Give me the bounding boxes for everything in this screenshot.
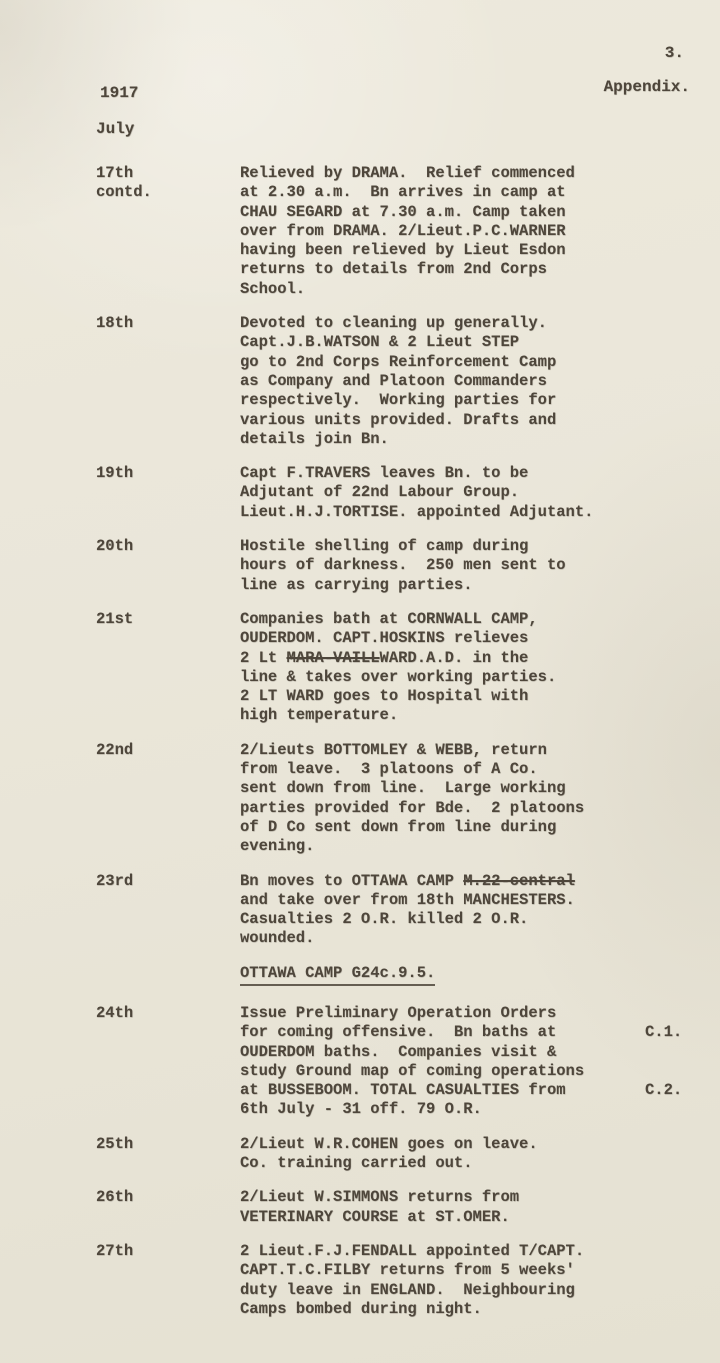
diary-entry bbox=[0, 537, 720, 595]
entry-text-line bbox=[240, 1100, 640, 1119]
margin-reference-note: C.2. bbox=[645, 1081, 683, 1100]
entry-text-line bbox=[240, 1062, 640, 1081]
entry-date bbox=[0, 1135, 240, 1174]
text-segment: Companies bath at CORNWALL CAMP, bbox=[240, 609, 538, 628]
entry-date-line: 19th bbox=[96, 464, 134, 483]
entry-text-line bbox=[240, 1004, 640, 1023]
entry-text-line bbox=[240, 1242, 640, 1261]
diary-entry bbox=[0, 1242, 720, 1319]
entry-date-line: 22nd bbox=[96, 740, 134, 759]
entry-body bbox=[240, 610, 640, 726]
entry-date bbox=[0, 610, 240, 726]
entry-date bbox=[0, 464, 240, 522]
text-segment: over from DRAMA. 2/Lieut.P.C.WARNER bbox=[240, 221, 566, 240]
section-heading bbox=[240, 964, 640, 986]
entry-date-line: 24th bbox=[96, 1003, 134, 1022]
entry-date bbox=[0, 314, 240, 449]
entry-date bbox=[0, 872, 240, 949]
diary-entry bbox=[0, 1004, 720, 1120]
text-segment: 2/Lieut W.SIMMONS returns from bbox=[240, 1188, 520, 1207]
entry-text-line bbox=[240, 1188, 640, 1207]
entry-text-line bbox=[240, 929, 640, 948]
entry-text-line bbox=[240, 1023, 640, 1042]
entry-text-line bbox=[240, 260, 640, 279]
entry-date bbox=[0, 537, 240, 595]
entry-text-line bbox=[240, 241, 640, 260]
text-segment: returns to details from 2nd Corps bbox=[240, 260, 547, 279]
text-segment: duty leave in ENGLAND. Neighbouring bbox=[240, 1280, 575, 1299]
text-segment: 2 Lt bbox=[240, 648, 287, 667]
entry-body bbox=[240, 1188, 640, 1227]
entry-text-line bbox=[240, 183, 640, 202]
entry-text-line bbox=[240, 430, 640, 449]
entry-date-line: 21st bbox=[96, 609, 134, 628]
entry-text-line bbox=[240, 668, 640, 687]
text-segment: Capt.J.B.WATSON & 2 Lieut STEP bbox=[240, 333, 520, 352]
entry-text-line bbox=[240, 280, 640, 299]
text-segment: Hostile shelling of camp during bbox=[240, 537, 529, 556]
text-segment: CAPT.T.C.FILBY returns from 5 weeks' bbox=[240, 1261, 575, 1280]
text-segment: high temperature. bbox=[240, 706, 399, 725]
text-segment: VETERINARY COURSE at ST.OMER. bbox=[240, 1207, 510, 1226]
text-segment: Camps bombed during night. bbox=[240, 1299, 482, 1318]
text-segment: hours of darkness. 250 men sent to bbox=[240, 556, 566, 575]
section-heading-row bbox=[0, 964, 720, 986]
entry-body bbox=[240, 1135, 640, 1174]
entry-text-line bbox=[240, 610, 640, 629]
entry-text-line bbox=[240, 464, 640, 483]
entry-body bbox=[240, 314, 640, 449]
month-label: July bbox=[96, 120, 135, 138]
text-segment: at 2.30 a.m. Bn arrives in camp at bbox=[240, 183, 566, 202]
entry-date-line: 20th bbox=[96, 537, 134, 556]
entry-text-line bbox=[240, 203, 640, 222]
diary-entry bbox=[0, 610, 720, 726]
page-number: 3. bbox=[664, 44, 684, 62]
entry-text-line bbox=[240, 818, 640, 837]
entry-text-line bbox=[240, 503, 640, 522]
text-segment: 2 Lieut.F.J.FENDALL appointed T/CAPT. bbox=[240, 1241, 585, 1260]
entry-date bbox=[0, 164, 240, 299]
entry-date-line: 26th bbox=[96, 1188, 134, 1207]
entry-text-line bbox=[240, 779, 640, 798]
entry-text-line bbox=[240, 222, 640, 241]
text-segment: Adjutant of 22nd Labour Group. bbox=[240, 483, 520, 502]
text-segment: 2 LT WARD goes to Hospital with bbox=[240, 687, 529, 706]
entry-date-line: 18th bbox=[96, 314, 134, 333]
entry-text-line bbox=[240, 314, 640, 333]
entry-body bbox=[240, 464, 640, 522]
struck-text-segment: M.22-central bbox=[463, 871, 575, 890]
text-segment: parties provided for Bde. 2 platoons bbox=[240, 798, 585, 817]
diary-entry bbox=[0, 314, 720, 449]
text-segment: of D Co sent down from line during bbox=[240, 817, 557, 836]
camp-heading-text: OTTAWA CAMP G24c.9.5. bbox=[240, 964, 435, 986]
entry-date bbox=[0, 1188, 240, 1227]
entry-body bbox=[240, 741, 640, 857]
text-segment: and take over from 18th MANCHESTERS. bbox=[240, 890, 575, 909]
entry-text-line bbox=[240, 372, 640, 391]
entry-body bbox=[240, 537, 640, 595]
text-segment: having been relieved by Lieut Esdon bbox=[240, 241, 566, 260]
entry-text-line bbox=[240, 576, 640, 595]
entry-text-line bbox=[240, 872, 640, 891]
text-segment: wounded. bbox=[240, 929, 315, 948]
entry-text-line bbox=[240, 649, 640, 668]
text-segment: Casualties 2 O.R. killed 2 O.R. bbox=[240, 910, 529, 929]
entry-body bbox=[240, 1004, 640, 1120]
entry-body bbox=[240, 164, 640, 299]
entry-text-line bbox=[240, 799, 640, 818]
entry-text-line bbox=[240, 333, 640, 352]
entry-text-line bbox=[240, 353, 640, 372]
entry-text-line bbox=[240, 891, 640, 910]
entry-date bbox=[0, 741, 240, 857]
text-segment: evening. bbox=[240, 837, 315, 856]
text-segment: as Company and Platoon Commanders bbox=[240, 371, 547, 390]
entry-text-line bbox=[240, 411, 640, 430]
text-segment: line as carrying parties. bbox=[240, 575, 473, 594]
text-segment: Relieved by DRAMA. Relief commenced bbox=[240, 164, 575, 182]
text-segment: Bn moves to OTTAWA CAMP bbox=[240, 871, 464, 890]
entry-date bbox=[0, 1004, 240, 1120]
entry-date-line: contd. bbox=[96, 183, 152, 202]
text-segment: Devoted to cleaning up generally. bbox=[240, 314, 547, 333]
diary-entry bbox=[0, 872, 720, 949]
entry-date-line: 25th bbox=[96, 1134, 134, 1153]
diary-entry bbox=[0, 1135, 720, 1174]
text-segment: for coming offensive. Bn baths at bbox=[240, 1023, 557, 1042]
entry-text-line bbox=[240, 1154, 640, 1173]
text-segment: from leave. 3 platoons of A Co. bbox=[240, 760, 538, 779]
diary-entries bbox=[0, 164, 720, 1334]
entry-text-line bbox=[240, 1300, 640, 1319]
text-segment: line & takes over working parties. bbox=[240, 667, 557, 686]
year-label: 1917 bbox=[100, 84, 139, 102]
entry-date bbox=[0, 964, 240, 986]
entry-text-line bbox=[240, 760, 640, 779]
text-segment: Issue Preliminary Operation Orders bbox=[240, 1003, 557, 1022]
text-segment: Capt F.TRAVERS leaves Bn. to be bbox=[240, 464, 529, 483]
text-segment: School. bbox=[240, 279, 306, 298]
text-segment: at BUSSEBOOM. TOTAL CASUALTIES from bbox=[240, 1081, 566, 1100]
text-segment: Co. training carried out. bbox=[240, 1154, 473, 1173]
diary-entry bbox=[0, 741, 720, 857]
entry-text-line bbox=[240, 910, 640, 929]
text-segment: 2/Lieut W.R.COHEN goes on leave. bbox=[240, 1134, 538, 1153]
entry-text-line bbox=[240, 741, 640, 760]
text-segment: CHAU SEGARD at 7.30 a.m. Camp taken bbox=[240, 202, 566, 221]
entry-text-line bbox=[240, 1135, 640, 1154]
text-segment: details join Bn. bbox=[240, 429, 389, 448]
appendix-label: Appendix. bbox=[603, 78, 690, 96]
entry-text-line bbox=[240, 1081, 640, 1100]
text-segment: respectively. Working parties for bbox=[240, 391, 557, 410]
text-segment: 2/Lieuts BOTTOMLEY & WEBB, return bbox=[240, 740, 547, 759]
entry-body bbox=[240, 872, 640, 949]
entry-text-line bbox=[240, 687, 640, 706]
entry-text-line bbox=[240, 1261, 640, 1280]
entry-text-line bbox=[240, 391, 640, 410]
diary-entry bbox=[0, 1188, 720, 1227]
entry-body bbox=[240, 1242, 640, 1319]
entry-text-line bbox=[240, 629, 640, 648]
entry-text-line bbox=[240, 706, 640, 725]
entry-text-line bbox=[240, 164, 640, 183]
struck-text-segment: MARA-VAILL bbox=[286, 648, 380, 667]
margin-reference-note: C.1. bbox=[645, 1023, 683, 1042]
diary-entry bbox=[0, 464, 720, 522]
entry-text-line bbox=[240, 837, 640, 856]
entry-text-line bbox=[240, 1208, 640, 1227]
entry-date-line: 17th bbox=[96, 164, 134, 182]
entry-date-line: 27th bbox=[96, 1241, 134, 1260]
entry-text-line bbox=[240, 556, 640, 575]
text-segment: OUDERDOM. CAPT.HOSKINS relieves bbox=[240, 629, 529, 648]
entry-text-line bbox=[240, 1281, 640, 1300]
text-segment: Lieut.H.J.TORTISE. appointed Adjutant. bbox=[240, 502, 594, 521]
text-segment: 6th July - 31 off. 79 O.R. bbox=[240, 1100, 482, 1119]
text-segment: study Ground map of coming operations bbox=[240, 1061, 585, 1080]
entry-date-line: 23rd bbox=[96, 871, 134, 890]
diary-entry bbox=[0, 164, 720, 299]
text-segment: various units provided. Drafts and bbox=[240, 410, 557, 429]
entry-text-line bbox=[240, 1043, 640, 1062]
text-segment: go to 2nd Corps Reinforcement Camp bbox=[240, 352, 557, 371]
entry-text-line bbox=[240, 483, 640, 502]
text-segment: WARD.A.D. in the bbox=[379, 648, 529, 667]
entry-text-line bbox=[240, 537, 640, 556]
text-segment: sent down from line. Large working bbox=[240, 779, 566, 798]
text-segment: OUDERDOM baths. Companies visit & bbox=[240, 1042, 557, 1061]
entry-date bbox=[0, 1242, 240, 1319]
